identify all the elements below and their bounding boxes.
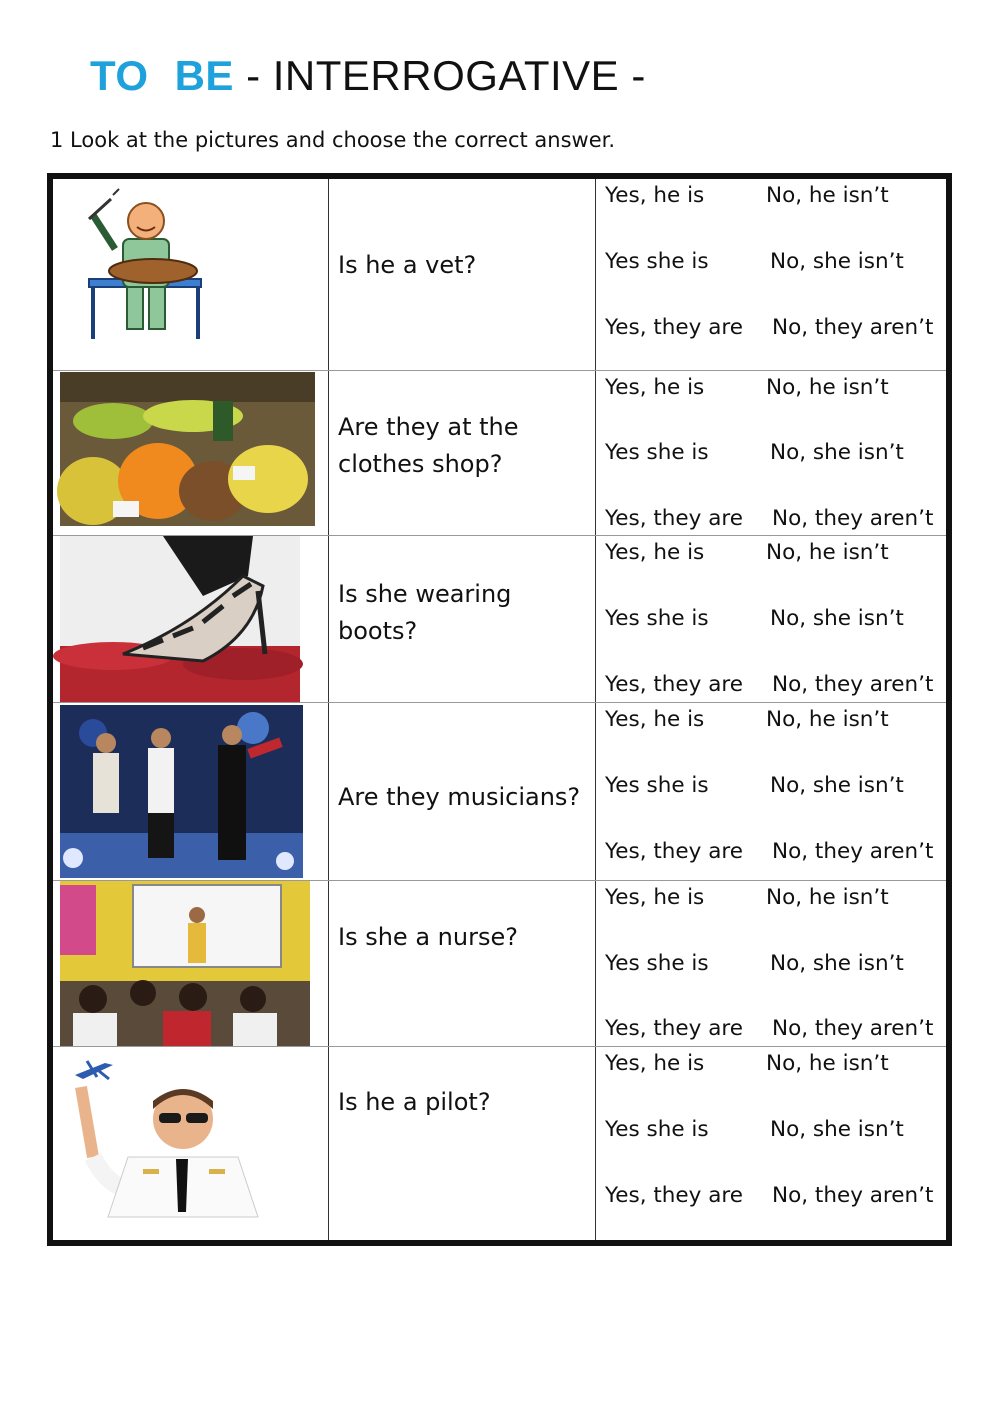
option-no-he-isnt[interactable]: No, he isn’t [766,540,889,565]
option-yes-he-is[interactable]: Yes, he is [605,707,705,732]
option-yes-they-are[interactable]: Yes, they are [605,1016,743,1041]
table-row [53,703,946,881]
option-yes-she-is[interactable]: Yes she is [605,606,709,631]
pilot-with-plane-image [53,1047,328,1240]
table-row [53,1047,946,1240]
picture-cell [53,179,329,370]
option-yes-he-is[interactable]: Yes, he is [605,885,705,910]
picture-cell [53,703,329,880]
fruit-market-image [53,371,328,535]
page-title [90,52,646,100]
picture-cell [53,536,329,702]
question-cell [329,371,596,535]
answer-options [596,371,946,535]
option-no-they-arent[interactable]: No, they aren’t [772,506,934,531]
table-row [53,179,946,371]
option-yes-they-are[interactable]: Yes, they are [605,1183,743,1208]
option-yes-she-is[interactable]: Yes she is [605,249,709,274]
picture-cell [53,371,329,535]
option-no-he-isnt[interactable]: No, he isn’t [766,1051,889,1076]
option-yes-they-are[interactable]: Yes, they are [605,315,743,340]
answer-options [596,1047,946,1240]
question-text: Is she wearing boots? [338,580,512,645]
option-no-she-isnt[interactable]: No, she isn’t [770,773,904,798]
option-yes-they-are[interactable]: Yes, they are [605,672,743,697]
table-row [53,371,946,536]
option-yes-he-is[interactable]: Yes, he is [605,1051,705,1076]
title-interrogative: - INTERROGATIVE - [246,52,646,99]
option-no-they-arent[interactable]: No, they aren’t [772,1183,934,1208]
vet-cartoon-image [53,179,328,370]
option-yes-she-is[interactable]: Yes she is [605,951,709,976]
option-yes-they-are[interactable]: Yes, they are [605,506,743,531]
option-no-he-isnt[interactable]: No, he isn’t [766,183,889,208]
option-yes-they-are[interactable]: Yes, they are [605,839,743,864]
option-no-she-isnt[interactable]: No, she isn’t [770,440,904,465]
question-text: Are they musicians? [338,783,581,811]
exercise-table [47,173,952,1246]
option-no-he-isnt[interactable]: No, he isn’t [766,885,889,910]
answer-options [596,179,946,370]
option-yes-she-is[interactable]: Yes she is [605,773,709,798]
option-no-they-arent[interactable]: No, they aren’t [772,839,934,864]
table-row [53,881,946,1047]
option-no-they-arent[interactable]: No, they aren’t [772,315,934,340]
classroom-teacher-image [53,881,328,1046]
option-no-she-isnt[interactable]: No, she isn’t [770,951,904,976]
question-text: Is she a nurse? [338,923,518,951]
title-be: BE [174,52,234,99]
answer-options [596,881,946,1046]
option-no-she-isnt[interactable]: No, she isn’t [770,249,904,274]
option-no-she-isnt[interactable]: No, she isn’t [770,606,904,631]
question-text: Are they at the clothes shop? [338,413,519,478]
option-yes-she-is[interactable]: Yes she is [605,1117,709,1142]
high-heel-shoe-image [53,536,328,702]
question-text: Is he a pilot? [338,1088,491,1116]
answer-options [596,536,946,702]
question-cell [329,881,596,1046]
question-cell [329,1047,596,1240]
option-yes-he-is[interactable]: Yes, he is [605,183,705,208]
option-no-they-arent[interactable]: No, they aren’t [772,1016,934,1041]
option-yes-he-is[interactable]: Yes, he is [605,375,705,400]
option-yes-she-is[interactable]: Yes she is [605,440,709,465]
picture-cell [53,1047,329,1240]
question-cell [329,536,596,702]
option-no-she-isnt[interactable]: No, she isn’t [770,1117,904,1142]
option-no-he-isnt[interactable]: No, he isn’t [766,375,889,400]
question-text: Is he a vet? [338,251,477,279]
question-cell [329,179,596,370]
table-row [53,536,946,703]
question-cell [329,703,596,880]
option-no-he-isnt[interactable]: No, he isn’t [766,707,889,732]
title-to: TO [90,52,149,99]
option-no-they-arent[interactable]: No, they aren’t [772,672,934,697]
band-on-stage-image [53,703,328,880]
answer-options [596,703,946,880]
picture-cell [53,881,329,1046]
option-yes-he-is[interactable]: Yes, he is [605,540,705,565]
exercise-instruction: 1 Look at the pictures and choose the correct answer. [50,128,615,152]
